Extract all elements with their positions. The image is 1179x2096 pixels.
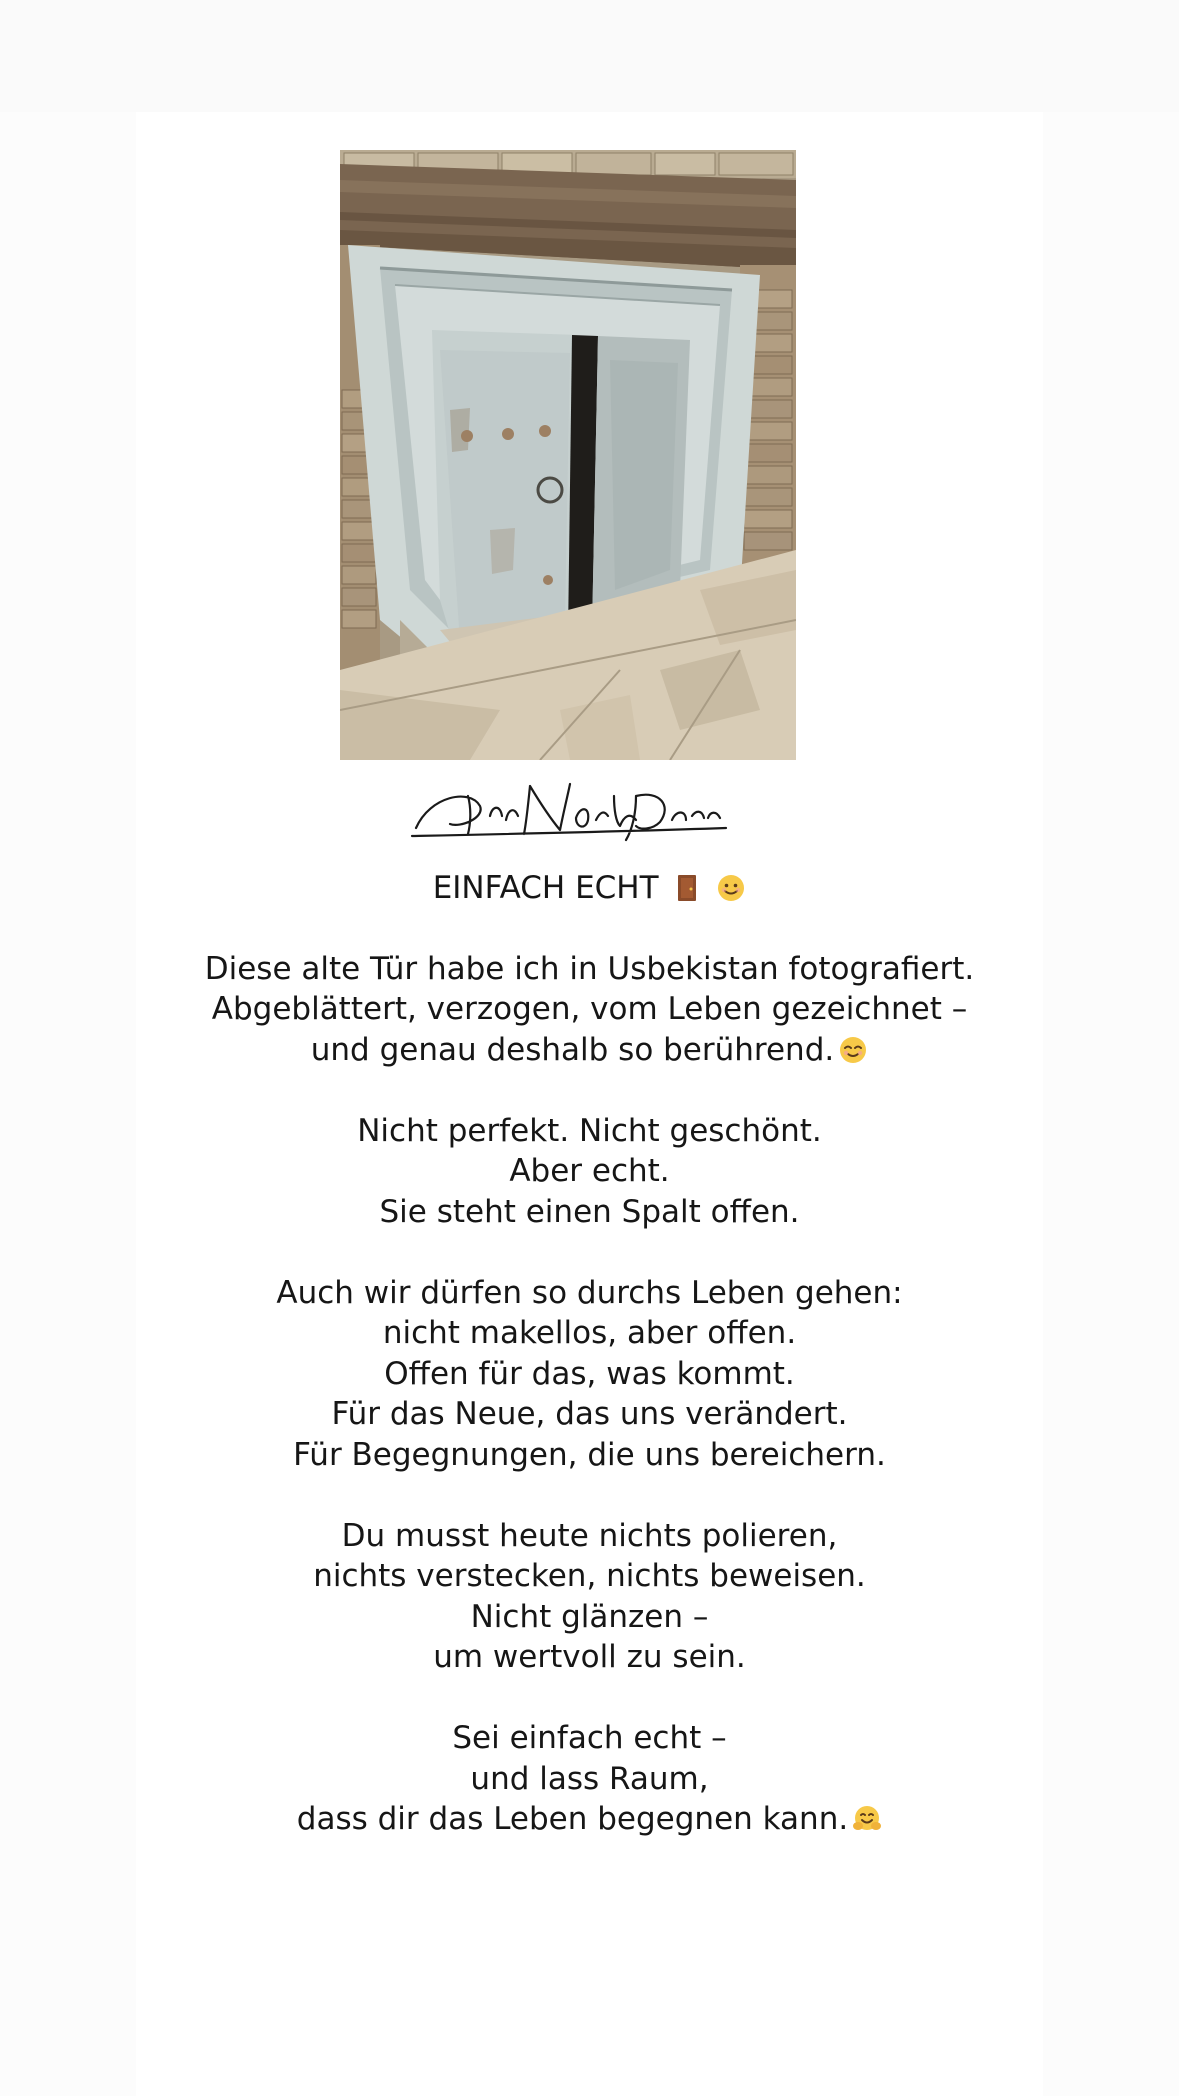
post-title: [130, 868, 1049, 909]
relieved-face-emoji-icon: [838, 1035, 868, 1065]
smiling-face-emoji-icon: [716, 873, 746, 903]
stanza-1: [130, 949, 1049, 1071]
text-line: nichts verstecken, nichts beweisen.: [313, 1558, 866, 1594]
text-line: Auch wir dürfen so durchs Leben gehen:: [276, 1274, 903, 1311]
door-photo-illustration: [340, 150, 796, 760]
text-line-with-emoji: [130, 1030, 1049, 1071]
left-door-leaf: [432, 330, 580, 660]
text-line: Nicht perfekt. Nicht geschönt.: [357, 1112, 822, 1149]
stanza-5: [130, 1718, 1049, 1840]
door-emoji-icon: [672, 873, 702, 903]
text-line: dass dir das Leben begegnen kann.: [296, 1801, 849, 1837]
left-margin: [0, 112, 136, 2096]
text-line: Nicht glänzen –: [470, 1598, 709, 1635]
text-line: und genau deshalb so berührend.: [310, 1031, 835, 1068]
text-line-with-emoji: [130, 1799, 1049, 1840]
right-margin: [1043, 112, 1179, 2096]
stanza-2: [130, 1111, 1049, 1233]
signature-drawing: [410, 776, 730, 848]
text-line: Aber echt.: [509, 1153, 670, 1189]
stanza-3: [130, 1273, 1049, 1476]
text-line: Du musst heute nichts polieren,: [341, 1517, 838, 1554]
top-margin: [0, 0, 1179, 112]
text-line: Diese alte Tür habe ich in Usbekistan fotografiert.: [204, 950, 975, 987]
text-line: Offen für das, was kommt.: [384, 1355, 795, 1392]
text-line: um wertvoll zu sein.: [433, 1639, 746, 1675]
text-line: Sei einfach echt –: [452, 1720, 727, 1756]
text-line: nicht makellos, aber offen.: [382, 1315, 797, 1351]
old-wooden-door-photo[interactable]: [340, 150, 796, 760]
text-line: Für das Neue, das uns verändert.: [331, 1396, 848, 1432]
author-signature: [410, 776, 730, 848]
text-line: Abgeblättert, verzogen, vom Leben gezeichnet –: [211, 991, 968, 1027]
text-line: Sie steht einen Spalt offen.: [379, 1193, 800, 1230]
hugging-face-emoji-icon: [852, 1804, 882, 1834]
post-text: [130, 868, 1049, 1880]
text-line: und lass Raum,: [470, 1760, 709, 1797]
post-title-text: EINFACH ECHT: [432, 870, 659, 906]
text-line: Für Begegnungen, die uns bereichern.: [293, 1436, 886, 1473]
stanza-4: [130, 1516, 1049, 1678]
